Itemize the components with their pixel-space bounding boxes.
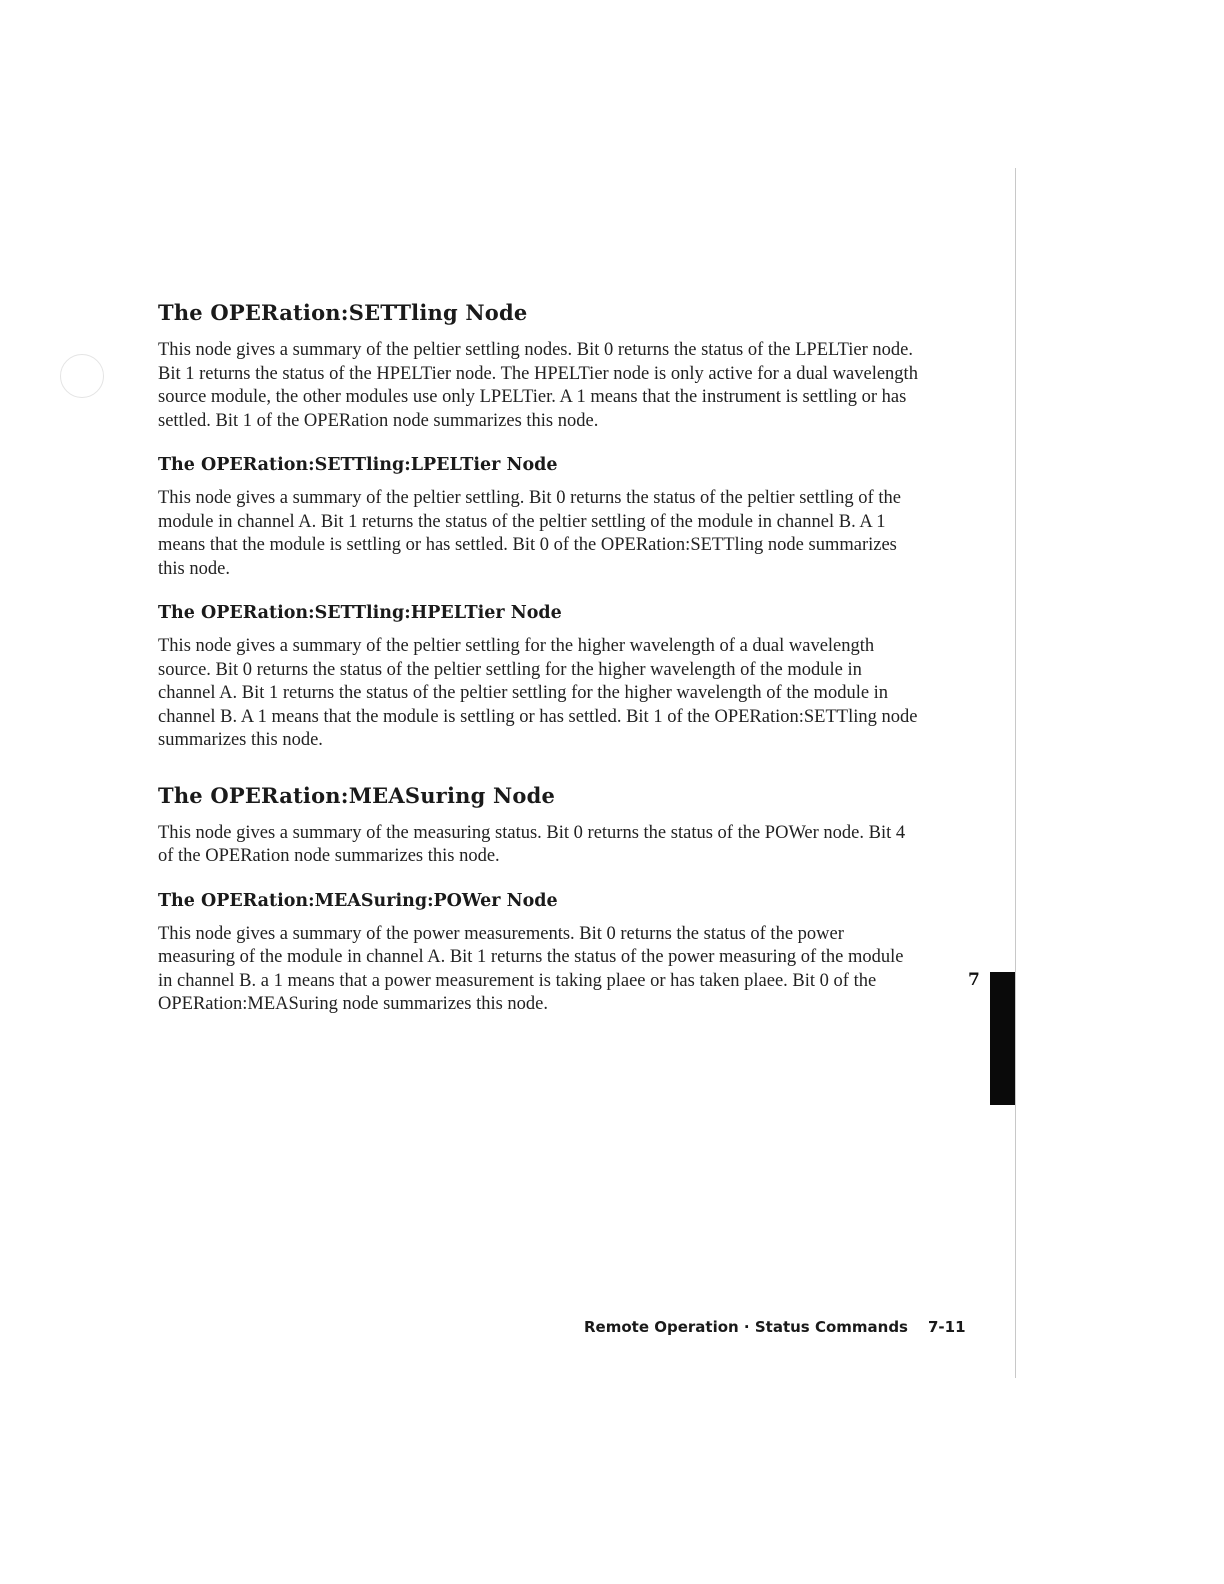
subsection-body-hpeltier: This node gives a summary of the peltier settling for the higher wavelength of a dual wavelength source. Bit 0 returns the status of the peltier settling for the higher wavelength of the module in channel A. Bit 1 returns the status of the peltier settling for the higher wavelength of the module in channel B. A 1 means that the module is settling or has settled. Bit 1 of the OPERation:SETTling node summarizes this node. xyxy=(158,636,918,750)
subsection-body-power: This node gives a summary of the power measurements. Bit 0 returns the status of the power measuring of the module in channel A. Bit 1 returns the status of the power measuring of the module in channel B. a 1 means that a power measurement is taking plaee or has taken plaee. Bit 0 of the OPERation:MEASuring node summarizes this node. xyxy=(158,923,904,1014)
chapter-tab-marker xyxy=(990,972,1015,1105)
subsection-heading-lpeltier: The OPERation:SETTling:LPELTier Node xyxy=(158,455,558,475)
margin-rule xyxy=(1015,168,1016,1378)
chapter-tab-number: 7 xyxy=(968,970,980,990)
section-heading-measuring: The OPERation:MEASuring Node xyxy=(158,782,556,808)
subsection-heading-hpeltier: The OPERation:SETTling:HPELTier Node xyxy=(158,603,562,623)
page-footer xyxy=(584,1318,966,1336)
section-body-settling: This node gives a summary of the peltier settling nodes. Bit 0 returns the status of the LPELTier node. Bit 1 returns the status of the HPELTier node. The HPELTier node is only active for a dual wavelength source module, the other modules use only LPELTier. A 1 means that the instrument is settling or has settled. Bit 1 of the OPERation node summarizes this node. xyxy=(158,340,918,431)
footer-title: Remote Operation · Status Commands xyxy=(584,1318,908,1336)
subsection-heading-power: The OPERation:MEASuring:POWer Node xyxy=(158,890,558,911)
subsection-body-lpeltier: This node gives a summary of the peltier settling. Bit 0 returns the status of the peltier settling of the module in channel A. Bit 1 returns the status of the peltier settling of the module in channel B. A 1 means that the module is settling or has settled. Bit 0 of the OPERation:SETTling node summarizes this node. xyxy=(158,488,901,579)
page-number: 7-11 xyxy=(927,1318,966,1336)
binder-hole-mark xyxy=(60,354,104,398)
section-body-measuring: This node gives a summary of the measuring status. Bit 0 returns the status of the POWer node. Bit 4 of the OPERation node summarizes this node. xyxy=(158,822,906,866)
page-content xyxy=(158,300,918,1017)
section-heading-settling: The OPERation:SETTling Node xyxy=(158,300,528,325)
